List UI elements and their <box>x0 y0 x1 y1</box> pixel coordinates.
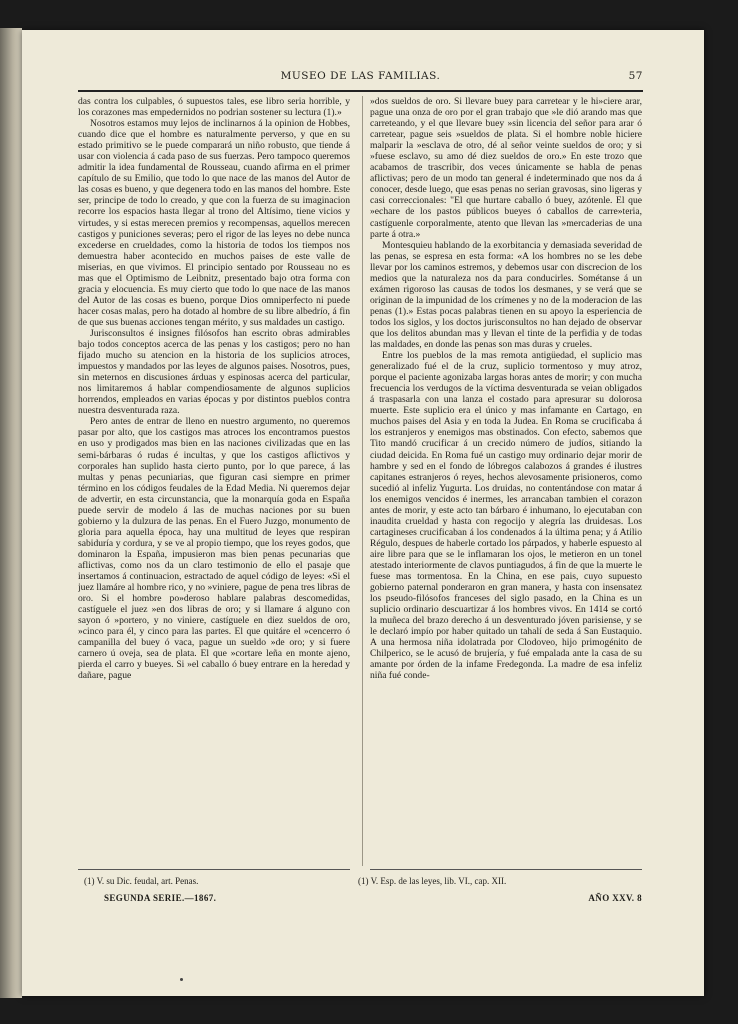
footnote-rule-left <box>78 869 350 870</box>
paragraph: »dos sueldos de oro. Si llevare buey para carretear y le hi»ciere arar, pague una onza de oro por el gran trabajo que »le dió arando mas que carreteando, y el que llevare buey »sin licencia del señor para arar ó carretear, pague seis »sueldos de plata. Si el hombre noble hiciere malparir la »esclava de otro, dé al señor veinte sueldos de oro; y si »fuese esclavo, su amo dé diez sueldos de oro.» En este trozo que acabamos de trascribir, dos veces únicamente se habla de penas aflictivas; pero de un modo tan general é indeterminado que nos da á conocer, desde luego, que esas penas no serian gravosas, sino ligeras y casi correccionales: "El que hurtare caballo ó buey, azótenle. El que »echare de los pastos públicos bueyes ó caballos de carre»teria, castíguenle corporalmente, atento que llevan las »mercaderias de una parte á otra.» <box>370 96 642 240</box>
right-column <box>370 96 642 866</box>
footnote-left: (1) V. su Dic. feudal, art. Penas. <box>84 876 199 886</box>
paper-speck <box>180 978 183 981</box>
running-header <box>78 70 643 88</box>
paragraph: Nosotros estamos muy lejos de inclinarnos á la opinion de Hobbes, cuando dice que el hombre es naturalmente perverso, y que en su estado primitivo se le puede comparará un niño robusto, que tiende á usar con violencia á cada paso de sus fuerzas. Pero tampoco queremos admitir la idea fundamental de Rousseau, cuando afirma en el primer capítulo de su Emilio, que todo lo que nace de las manos del Autor de las cosas es bueno, y que degenera todo en las manos del hombre. Este ser, principe de todo lo creado, y que con la fuerza de su imaginacion recorre los espacios hasta llegar al trono del Altísimo, tiene vicios y virtudes, y si estas merecen premios y recompensas, aquellos merecen castigos y puniciones severas; pero el rigor de las leyes no debe nunca excederse en crueldades, como la historia de todos los tiempos nos demuestra haber acontecido en muchos paises de este valle de miserias, en que vivimos. El principio sentado por Rousseau no es mas que el Optimismo de Leibnitz, presentado bajo otra forma con gracia y elocuencia. Es muy cierto que todo lo que nace de las manos del Autor de las cosas es bueno, porque Dios omniperfecto ni puede hacer cosas malas, pero ha dotado al hombre de su libre albedrío, á fin de que sus buenas acciones tengan mérito, y sus maldades un castigo. <box>78 118 350 328</box>
paragraph: Montesquieu hablando de la exorbitancia y demasiada severidad de las penas, se espresa en esta forma: «A los hombres no se les debe llevar por los caminos estremos, y debemos usar con discrecion de los medios que la naturaleza nos da para conducirles. Sométanse á un exámen rigoroso las causas de todos los desmanes, y se verá que se originan de la impunidad de los crímenes y no de la moderacion de las penas (1).» Estas pocas palabras tienen en su apoyo la esperiencia de todos los siglos, y los doctos jurisconsultos no han dejado de observar que los delitos abundan mas y llevan el tinte de la perfidia y de todas las maldades, en donde las penas son mas duras y crueles. <box>370 239 642 351</box>
footnote-right: (1) V. Esp. de las leyes, lib. VI., cap. XII. <box>358 876 507 886</box>
paragraph: das contra los culpables, ó supuestos tales, ese libro seria horrible, y los corazones mas empedernidos no podrian sostener su lectura (1).» <box>78 96 350 119</box>
book-spine <box>0 28 22 998</box>
column-divider <box>362 96 363 866</box>
footnote-rule-right <box>370 869 642 870</box>
paragraph: Entre los pueblos de la mas remota antigüedad, el suplicio mas generalizado fué el de la cruz, suplicio tormentoso y muy atroz, porque el paciente agonizaba largas horas antes de morir; y con mucha frecuencia los verdugos de la víctima desventurada se veian obligados á traspasarla con una lanza el costado para apresurar su dolorosa muerte. Este suplicio era el único y mas infamante en Cartago, en muchos paises del Asia y en toda la Judea. En Roma se crucificaba á los estranjeros y enemigos mas obstinados. Con efecto, sabemos que Tito mandó crucificar á un crecido número de judíos, sitiando la ciudad deicida. En Roma fué un castigo muy ordinario dejar morir de hambre y sed en el fondo de lóbregos calabozos á grandes é ilustres capitanes estranjeros ó reyes, hechos alevosamente prisioneros, como sucedió al infeliz Yugurta. Los druidas, no contentándose con matar á los enemigos vencidos é inermes, les arrancaban tambien el corazon antes de morir, y este acto tan bárbaro é inhumano, lo ejecutaban con inaudita crueldad y hasta con regocijo y alegría las druidesas. Los cartagineses crucificaban á los condenados á la última pena; y á Atilio Régulo, despues de haberle cortado los párpados, y haberle espuesto al aire libre para que se le inflamaran los ojos, le metieron en un tonel atestado interiormente de clavos puntiagudos, á fin de que la muerte le fuese mas tormentosa. En la China, en ese pais, cuyo supuesto gobierno paternal ponderaron en gran manera, y hasta con insensatez los pseudo-filósofos franceses del siglo pasado, en la China es un suplicio ordinario descuartizar á los hombres vivos. En 1414 se cortó la muñeca del brazo derecho á un desventurado jóven parisiense, y se le declaró impío por haber quitado un tahalí de seda á San Eustaquio. A una hermosa niña idolatrada por Clodoveo, hijo primogénito de Chilperico, se le acusó de brujería, y fué empalada ante la casa de su amante por órden de la infame Fredegonda. La madre de esa infeliz niña fué conde- <box>370 350 642 682</box>
year-signature: AÑO XXV. 8 <box>588 893 642 903</box>
page <box>22 30 704 996</box>
paragraph: Jurisconsultos é insignes filósofos han escrito obras admirables bajo todos conceptos acerca de las penas y los castigos; pero no han fijado mucho su atencion en la historia de los suplicios atroces, impuestos y mandados por las leyes de algunos paises. Nosotros, pues, sin meternos en discusiones árduas y espinosas acerca del particular, nos limitaremos á hablar compendiosamente de algunos suplicios horrendos, empleados en varias épocas y por distintos pueblos contra nuestra desventurada raza. <box>78 327 350 417</box>
journal-title: MUSEO DE LAS FAMILIAS. <box>280 70 441 82</box>
series-signature: SEGUNDA SERIE.—1867. <box>104 893 217 903</box>
paragraph: Pero antes de entrar de lleno en nuestro argumento, no queremos pasar por alto, que los castigos mas atroces los encontramos puestos en uso y prodigados mas bien en las naciones civilizadas que en las semi-bárbaras ó rudas é incultas, y que los castigos aflictivos y corporales han suplido hasta cierto punto, por lo que parece, á las multas y penas pecuniarias, que figuran casi siempre en primer término en los códigos feudales de la Edad Media. Ni queremos dejar de advertir, en esta circunstancia, que la monarquía goda en España puede servir de modelo á las de muchas naciones por su buen gobierno y la dulzura de las penas. En el Fuero Juzgo, monumento de gloria para aquella época, hay una multitud de leyes que respiran sabiduría y cordura, y se ve al propio tiempo, que los reyes godos, que dominaron la España, impusieron mas bien penas pecunarias que aflictivas, como nos da un claro testimonio de ello el pasaje que insertamos á continuacion, estractado de aquel código de leyes: «Si el juez llamáre al hombre rico, y no »viniere, pague de pena tres libras de oro. Si el hombre po»deroso hablare palabras descomedidas, castíguele el juez »en dos libras de oro; y si llamare á alguno con sayon ó »portero, y no viniere, castíguele en diez sueldos de oro, »cinco para él, y cinco para las partes. El que quitáre el »cencerro ó campanilla del buey ó vaca, pague un sueldo »de oro; y si fuere carnero ú oveja, sea de plata. El que »cortare leña en monte ajeno, pierda el carro y bueyes. Si »el caballo ó buey entrare en la heredad y dañare, pague <box>78 416 350 682</box>
left-column <box>78 96 350 866</box>
header-rule <box>78 90 643 92</box>
page-number: 57 <box>628 70 643 82</box>
